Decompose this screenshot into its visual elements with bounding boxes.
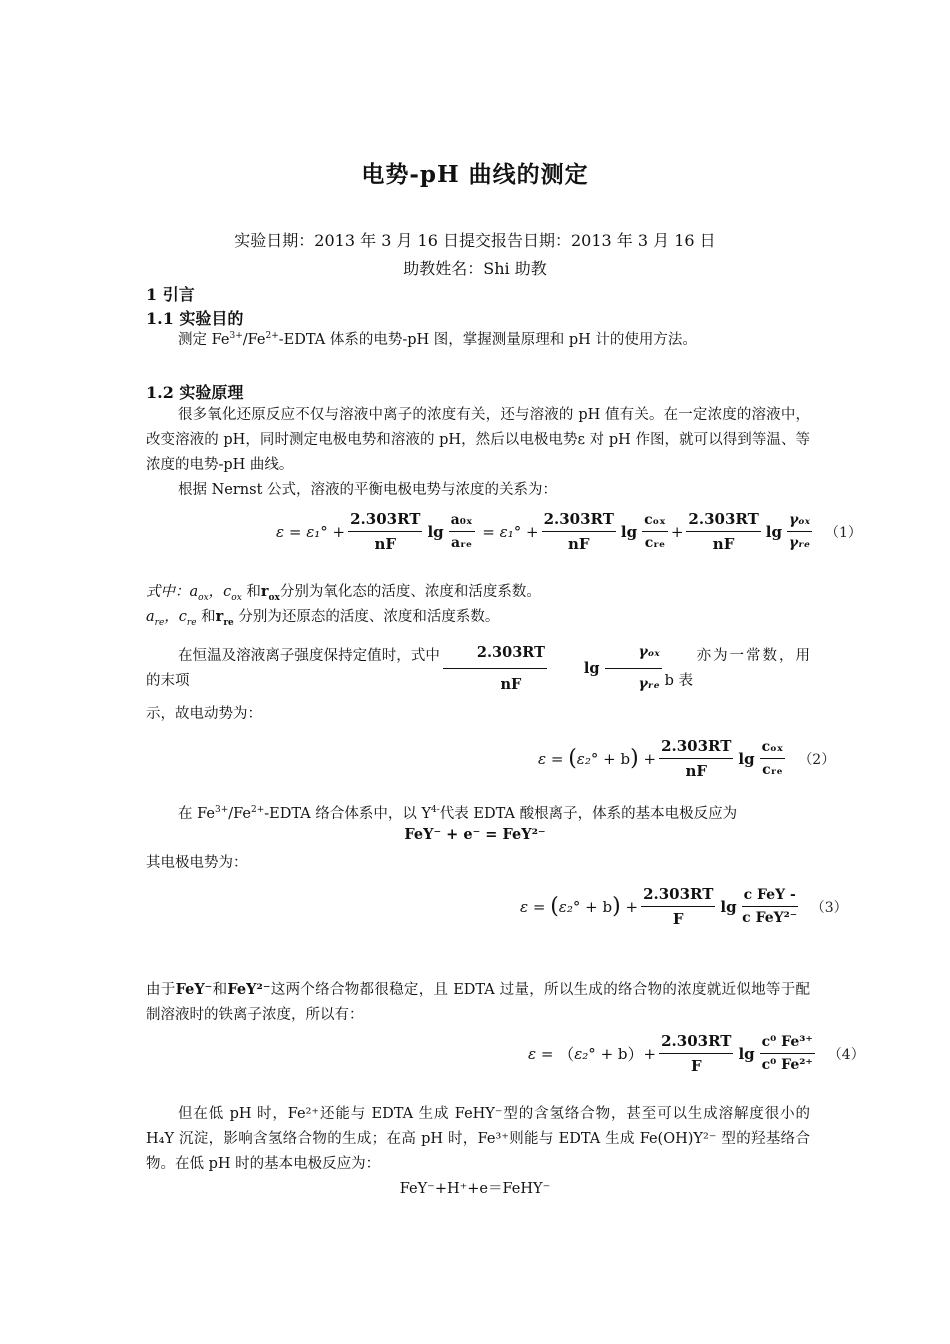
section-1-2-heading: 1.2 实验原理 — [146, 383, 244, 402]
equation-2-number: （2） — [798, 751, 836, 768]
reaction-1: FeY⁻ + e⁻ = FeY²⁻ — [404, 826, 546, 843]
principle-paragraph-7: 但在低 pH 时，Fe²⁺还能与 EDTA 生成 FeHY⁻型的含氢络合物，甚至可以生成溶解度很小的 H₄Y 沉淀，影响含氢络合物的生成；在高 pH 时，Fe³⁺则能与 EDTA 生成 Fe(OH)Y²⁻ 型的羟基络合物。在低 pH 时的基本电极反应为： — [146, 1106, 810, 1172]
assistant-name: 助教姓名：Shi 助教 — [403, 259, 547, 278]
section-1-heading: 1 引言 — [146, 285, 195, 304]
paper-title: 电势-pH 曲线的测定 — [361, 161, 589, 188]
principle-paragraph-6: 由于FeY⁻和FeY²⁻这两个络合物都很稳定，且 EDTA 过量，所以生成的络合物的浓度就近似地等于配制溶液时的铁离子浓度，所以有： — [146, 981, 811, 1023]
section-1-1-heading: 1.1 实验目的 — [146, 309, 244, 328]
purpose-paragraph: 测定 $Fe^{3+}/Fe^{2+}$-EDTA 体系的电势-pH 图，掌握测量原理和 pH 计的使用方法。 — [178, 331, 697, 348]
principle-paragraph-3-cont: 示，故电动势为： — [146, 706, 262, 722]
equation-1: ε = ε₁° + $\frac{2.303RT}{nF}$ lg $\frac{\text{a₀ₓ}}{\text{aᵣₑ}}$ = ε₁° + $\frac{2.303RT}{nF}$ lg $\frac{\text{cₒₓ}}{\text{cᵣₑ}}$ + $\frac{2.303RT}{nF}$ lg $\frac{\text{γₒₓ}}{\text{γᵣₑ}}$ （1） — [276, 510, 862, 553]
principle-paragraph-5: 其电极电势为： — [146, 855, 248, 871]
equation-1-number: （1） — [824, 524, 862, 541]
where-line-2: $a_{re}$，$c_{re}$ 和$r_{re}$ 分别为还原态的活度、浓度和活度系数。 — [146, 608, 500, 628]
where-line-1: 式中：$a_{ox}$，$c_{ox}$ 和$r_{ox}$分别为氧化态的活度、浓度和活度系数。 — [146, 583, 541, 603]
equation-3: ε = ( ε₂° + b ) + $\frac{2.303RT}{F}$ lg $\frac{\text{c FeY -}}{\text{c FeY²⁻}}$ （3） — [520, 885, 848, 928]
equation-3-number: （3） — [810, 899, 848, 916]
principle-paragraph-2: 根据 Nernst 公式，溶液的平衡电极电势与浓度的关系为： — [178, 482, 558, 498]
principle-paragraph-4: 在 $Fe^{3+}/Fe^{2+}$-EDTA 络合体系中，以 $Y^{4-}$代表 EDTA 酸根离子，体系的基本电极反应为 — [178, 805, 738, 822]
experiment-dates: 实验日期：2013 年 3 月 16 日提交报告日期：2013 年 3 月 16 日 — [234, 231, 716, 250]
equation-4: ε = （ ε₂° + b ） + $\frac{2.303RT}{F}$ lg $\frac{\text{c⁰ Fe³⁺}}{\text{c⁰ Fe²⁺}}$ （4） — [528, 1032, 865, 1075]
reaction-2: FeY⁻+H⁺+e＝FeHY⁻ — [399, 1181, 551, 1197]
equation-2: ε = ( ε₂° + b ) + $\frac{2.303RT}{nF}$ lg $\frac{\text{cₒₓ}}{\text{cᵣₑ}}$ （2） — [538, 737, 836, 780]
principle-paragraph-1: 很多氧化还原反应不仅与溶液中离子的浓度有关，还与溶液的 pH 值有关。在一定浓度的溶液中，改变溶液的 pH，同时测定电极电势和溶液的 pH，然后以电极电势ε 对 pH 作图，就可以得到等温、等浓度的电势-pH 曲线。 — [146, 407, 810, 473]
principle-paragraph-3: 在恒温及溶液离子强度保持定值时，式中的末项 $\frac{2.303RT}{nF}$ lg $\frac{\text{γₒₓ}}{\text{γᵣₑ}}$ 亦为一常数，用 b 表 — [146, 640, 810, 697]
equation-4-number: （4） — [827, 1046, 865, 1063]
